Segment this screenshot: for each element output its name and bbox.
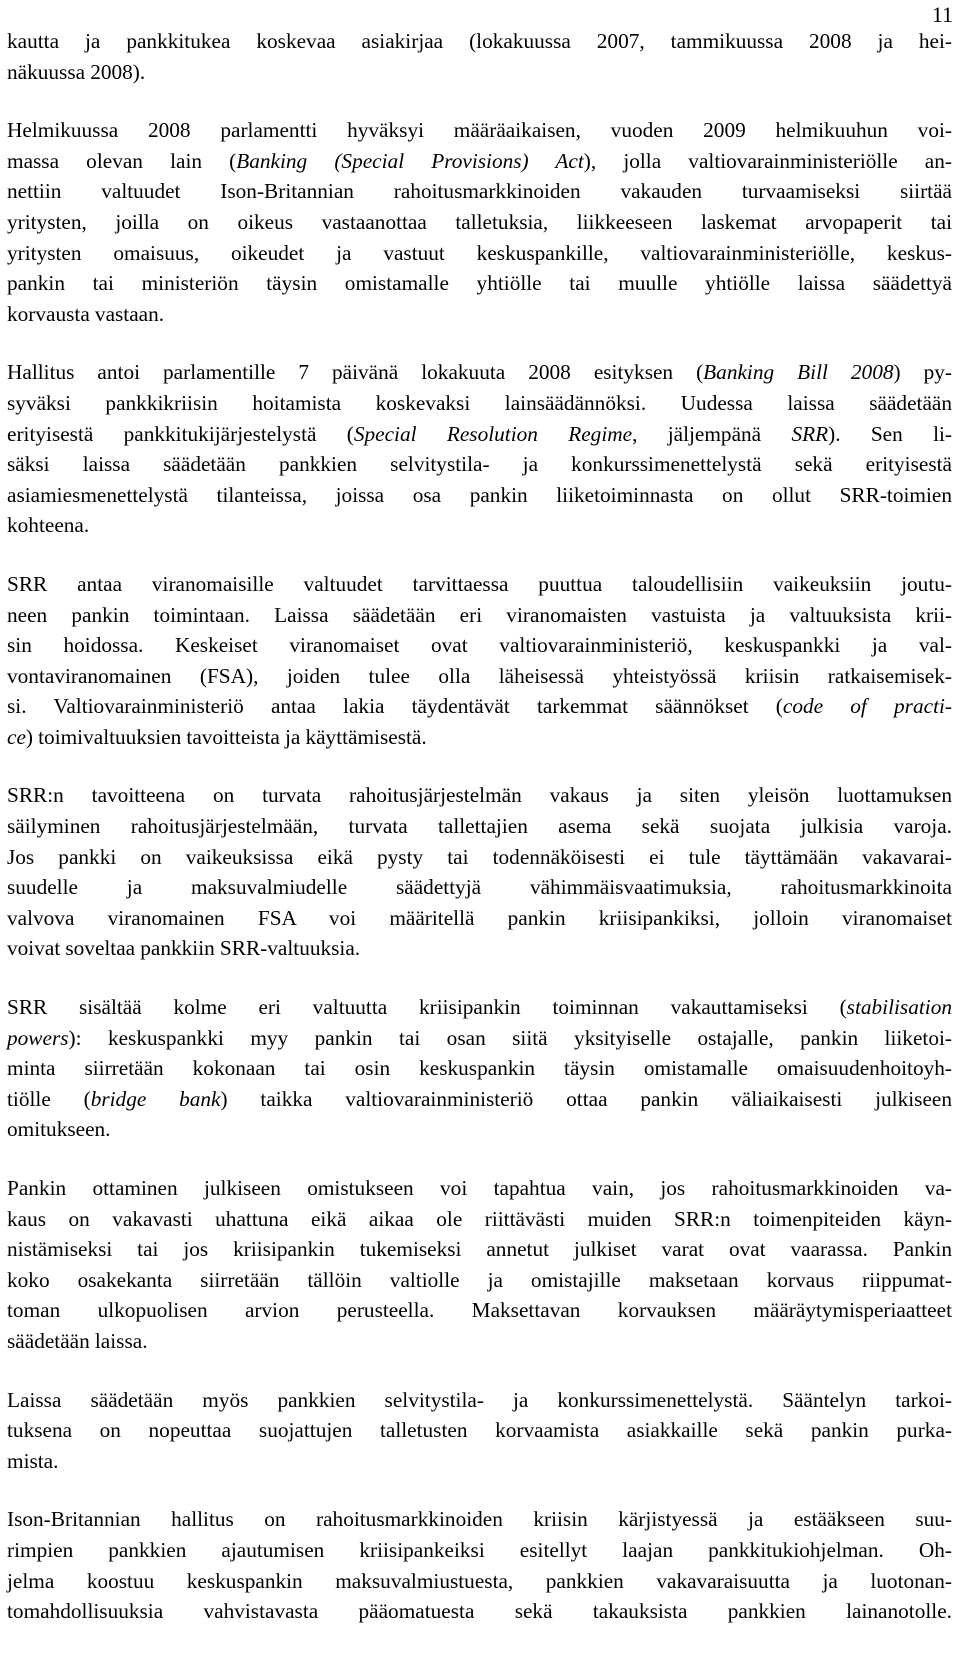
text-run: tiölle (	[7, 1086, 91, 1111]
text-run: erityisestä pankkitukijärjestelystä (	[7, 421, 354, 446]
text-line: tuksena on nopeuttaa suojattujen talletusten korvaamista asiakkaille sekä pankin purka-	[7, 1418, 952, 1443]
text-line	[7, 146, 952, 177]
text-line: korvausta vastaan.	[7, 301, 165, 326]
text-line: suudelle ja maksuvalmiudelle säädettyjä vähimmäisvaatimuksia, rahoitusmarkkinoita	[7, 875, 952, 900]
text-line: voivat soveltaa pankkiin SRR-valtuuksia.	[7, 936, 361, 961]
text-line: tomahdollisuuksia vahvistavasta pääomatuesta sekä takauksista pankkien lainanotolle.	[7, 1599, 952, 1624]
text-line: neen pankin toimintaan. Laissa säädetään eri viranomaisten vastuista ja valtuuksista krii-	[7, 602, 952, 627]
text-line: Laissa säädetään myös pankkien selvitystila- ja konkurssimenettelystä. Sääntelyn tarkoi-	[7, 1387, 952, 1412]
text-line: jelma koostuu keskuspankin maksuvalmiustuesta, pankkien vakavaraisuutta ja luotonan-	[7, 1568, 952, 1593]
text-line: minta siirretään kokonaan tai osin keskuspankin täysin omistamalle omaisuudenhoitoyh-	[7, 1056, 952, 1081]
text-run: ). Sen li-	[828, 421, 952, 446]
text-line	[7, 1023, 952, 1054]
text-line: säksi laissa säädetään pankkien selvitystila- ja konkurssimenettelystä sekä erityisestä	[7, 452, 952, 477]
paragraph	[7, 1385, 952, 1477]
text-line: toman ulkopuolisen arvion perusteella. Maksettavan korvauksen määräytymisperiaatteet	[7, 1298, 952, 1323]
text-line: asiamiesmenettelystä tilanteissa, joissa osa pankin liiketoiminnasta on ollut SRR-toimien	[7, 482, 952, 507]
text-run: SRR sisältää kolme eri valtuutta kriisipankin toiminnan vakauttamiseksi (	[7, 995, 847, 1020]
text-line: SRR:n tavoitteena on turvata rahoitusjärjestelmän vakaus ja siten yleisön luottamuksen	[7, 783, 952, 808]
text-line	[7, 1084, 952, 1115]
text-line: Jos pankki on vaikeuksissa eikä pysty tai todennäköisesti ei tule täyttämään vakavarai-	[7, 844, 952, 869]
text-run: si. Valtiovarainministeriö antaa lakia täydentävät tarkemmat säännökset (	[7, 694, 783, 719]
text-line: vontaviranomainen (FSA), joiden tulee olla läheisessä yhteistyössä kriisin ratkaisemisek-	[7, 663, 952, 688]
text-line	[7, 691, 952, 722]
text-line: mista.	[7, 1448, 59, 1473]
text-run: massa olevan lain (	[7, 148, 237, 173]
text-line	[7, 992, 952, 1023]
text-run: ): keskuspankki myy pankin tai osan siitä yksityiselle ostajalle, pankin liiketoi-	[68, 1025, 952, 1050]
text-line: yritysten, joilla on oikeus vastaanottaa talletuksia, liikkeeseen laskemat arvopaperit tai	[7, 209, 952, 234]
paragraph	[7, 569, 952, 753]
text-run: , jäljempänä	[632, 421, 792, 446]
italic-text: powers	[7, 1025, 69, 1050]
text-run: ) toimivaltuuksien tavoitteista ja käyttämisestä.	[25, 724, 427, 749]
text-run: ) taikka valtiovarainministeriö ottaa pankin väliaikaisesti julkiseen	[220, 1086, 952, 1111]
text-line: nistämiseksi tai jos kriisipankin tukemiseksi annetut julkiset varat ovat vaarassa. Pankin	[7, 1237, 952, 1262]
text-line: näkuussa 2008).	[7, 59, 146, 84]
text-line: Ison-Britannian hallitus on rahoitusmarkkinoiden kriisin kärjistyessä ja estääkseen suu-	[7, 1507, 952, 1532]
italic-text: ce	[7, 724, 26, 749]
italic-text: code of practi-	[782, 694, 952, 719]
text-line: säilyminen rahoitusjärjestelmään, turvata tallettajien asema sekä suojata julkisia varoja.	[7, 814, 952, 839]
text-line: nettiin valtuudet Ison-Britannian rahoitusmarkkinoiden vakauden turvaamiseksi siirtää	[7, 179, 952, 204]
body-text	[7, 26, 952, 1627]
text-run: ) py-	[893, 360, 952, 385]
paragraph	[7, 357, 952, 541]
page-number: 11	[931, 2, 953, 27]
text-line: kohteena.	[7, 513, 90, 538]
text-line: koko osakekanta siirretään tällöin valtiolle ja omistajille maksetaan korvaus riippumat-	[7, 1267, 952, 1292]
text-line	[7, 357, 952, 388]
italic-text: Banking Bill 2008	[703, 360, 894, 385]
paragraph	[7, 1173, 952, 1357]
text-line: pankin tai ministeriön täysin omistamalle yhtiölle tai muulle yhtiölle laissa säädettyä	[7, 271, 952, 296]
text-line	[7, 419, 952, 450]
text-line: Pankin ottaminen julkiseen omistukseen voi tapahtua vain, jos rahoitusmarkkinoiden va-	[7, 1176, 952, 1200]
text-line: SRR antaa viranomaisille valtuudet tarvittaessa puuttua taloudellisiin vaikeuksiin joutu-	[7, 571, 952, 596]
italic-text: SRR	[791, 421, 829, 446]
paragraph	[7, 115, 952, 329]
text-line: säädetään laissa.	[7, 1328, 148, 1353]
text-line: yritysten omaisuus, oikeudet ja vastuut keskuspankille, valtiovarainministeriölle, keskus-	[7, 240, 952, 265]
text-line: kaus on vakavasti uhattuna eikä aikaa ole riittävästi muiden SRR:n toimenpiteiden käyn-	[7, 1206, 952, 1231]
text-line: rimpien pankkien ajautumisen kriisipankeiksi esitellyt laajan pankkitukiohjelman. Oh-	[7, 1537, 952, 1562]
italic-text: Banking (Special Provisions) Act	[236, 148, 584, 173]
text-run: Hallitus antoi parlamentille 7 päivänä lokakuuta 2008 esityksen (	[7, 360, 704, 385]
text-line: valvova viranomainen FSA voi määritellä pankin kriisipankiksi, jolloin viranomaiset	[7, 905, 952, 930]
italic-text: bridge bank	[90, 1086, 221, 1111]
text-line: Helmikuussa 2008 parlamentti hyväksyi määräaikaisen, vuoden 2009 helmikuuhun voi-	[7, 118, 952, 143]
text-line: kautta ja pankkitukea koskevaa asiakirjaa (lokakuussa 2007, tammikuussa 2008 ja hei-	[7, 29, 952, 53]
text-line: omitukseen.	[7, 1117, 111, 1142]
text-run: ), jolla valtiovarainministeriölle an-	[583, 148, 952, 173]
paragraph	[7, 1504, 952, 1626]
text-line: sin hoidossa. Keskeiset viranomaiset ovat valtiovarainministeriö, keskuspankki ja val-	[7, 633, 952, 658]
paragraph	[7, 780, 952, 964]
paragraph	[7, 992, 952, 1145]
text-line: syväksi pankkikriisin hoitamista koskevaksi lainsäädännöksi. Uudessa laissa säädetään	[7, 390, 952, 415]
italic-text: stabilisation	[846, 995, 952, 1020]
text-line	[7, 722, 952, 753]
italic-text: Special Resolution Regime	[353, 421, 633, 446]
paragraph	[7, 26, 952, 87]
